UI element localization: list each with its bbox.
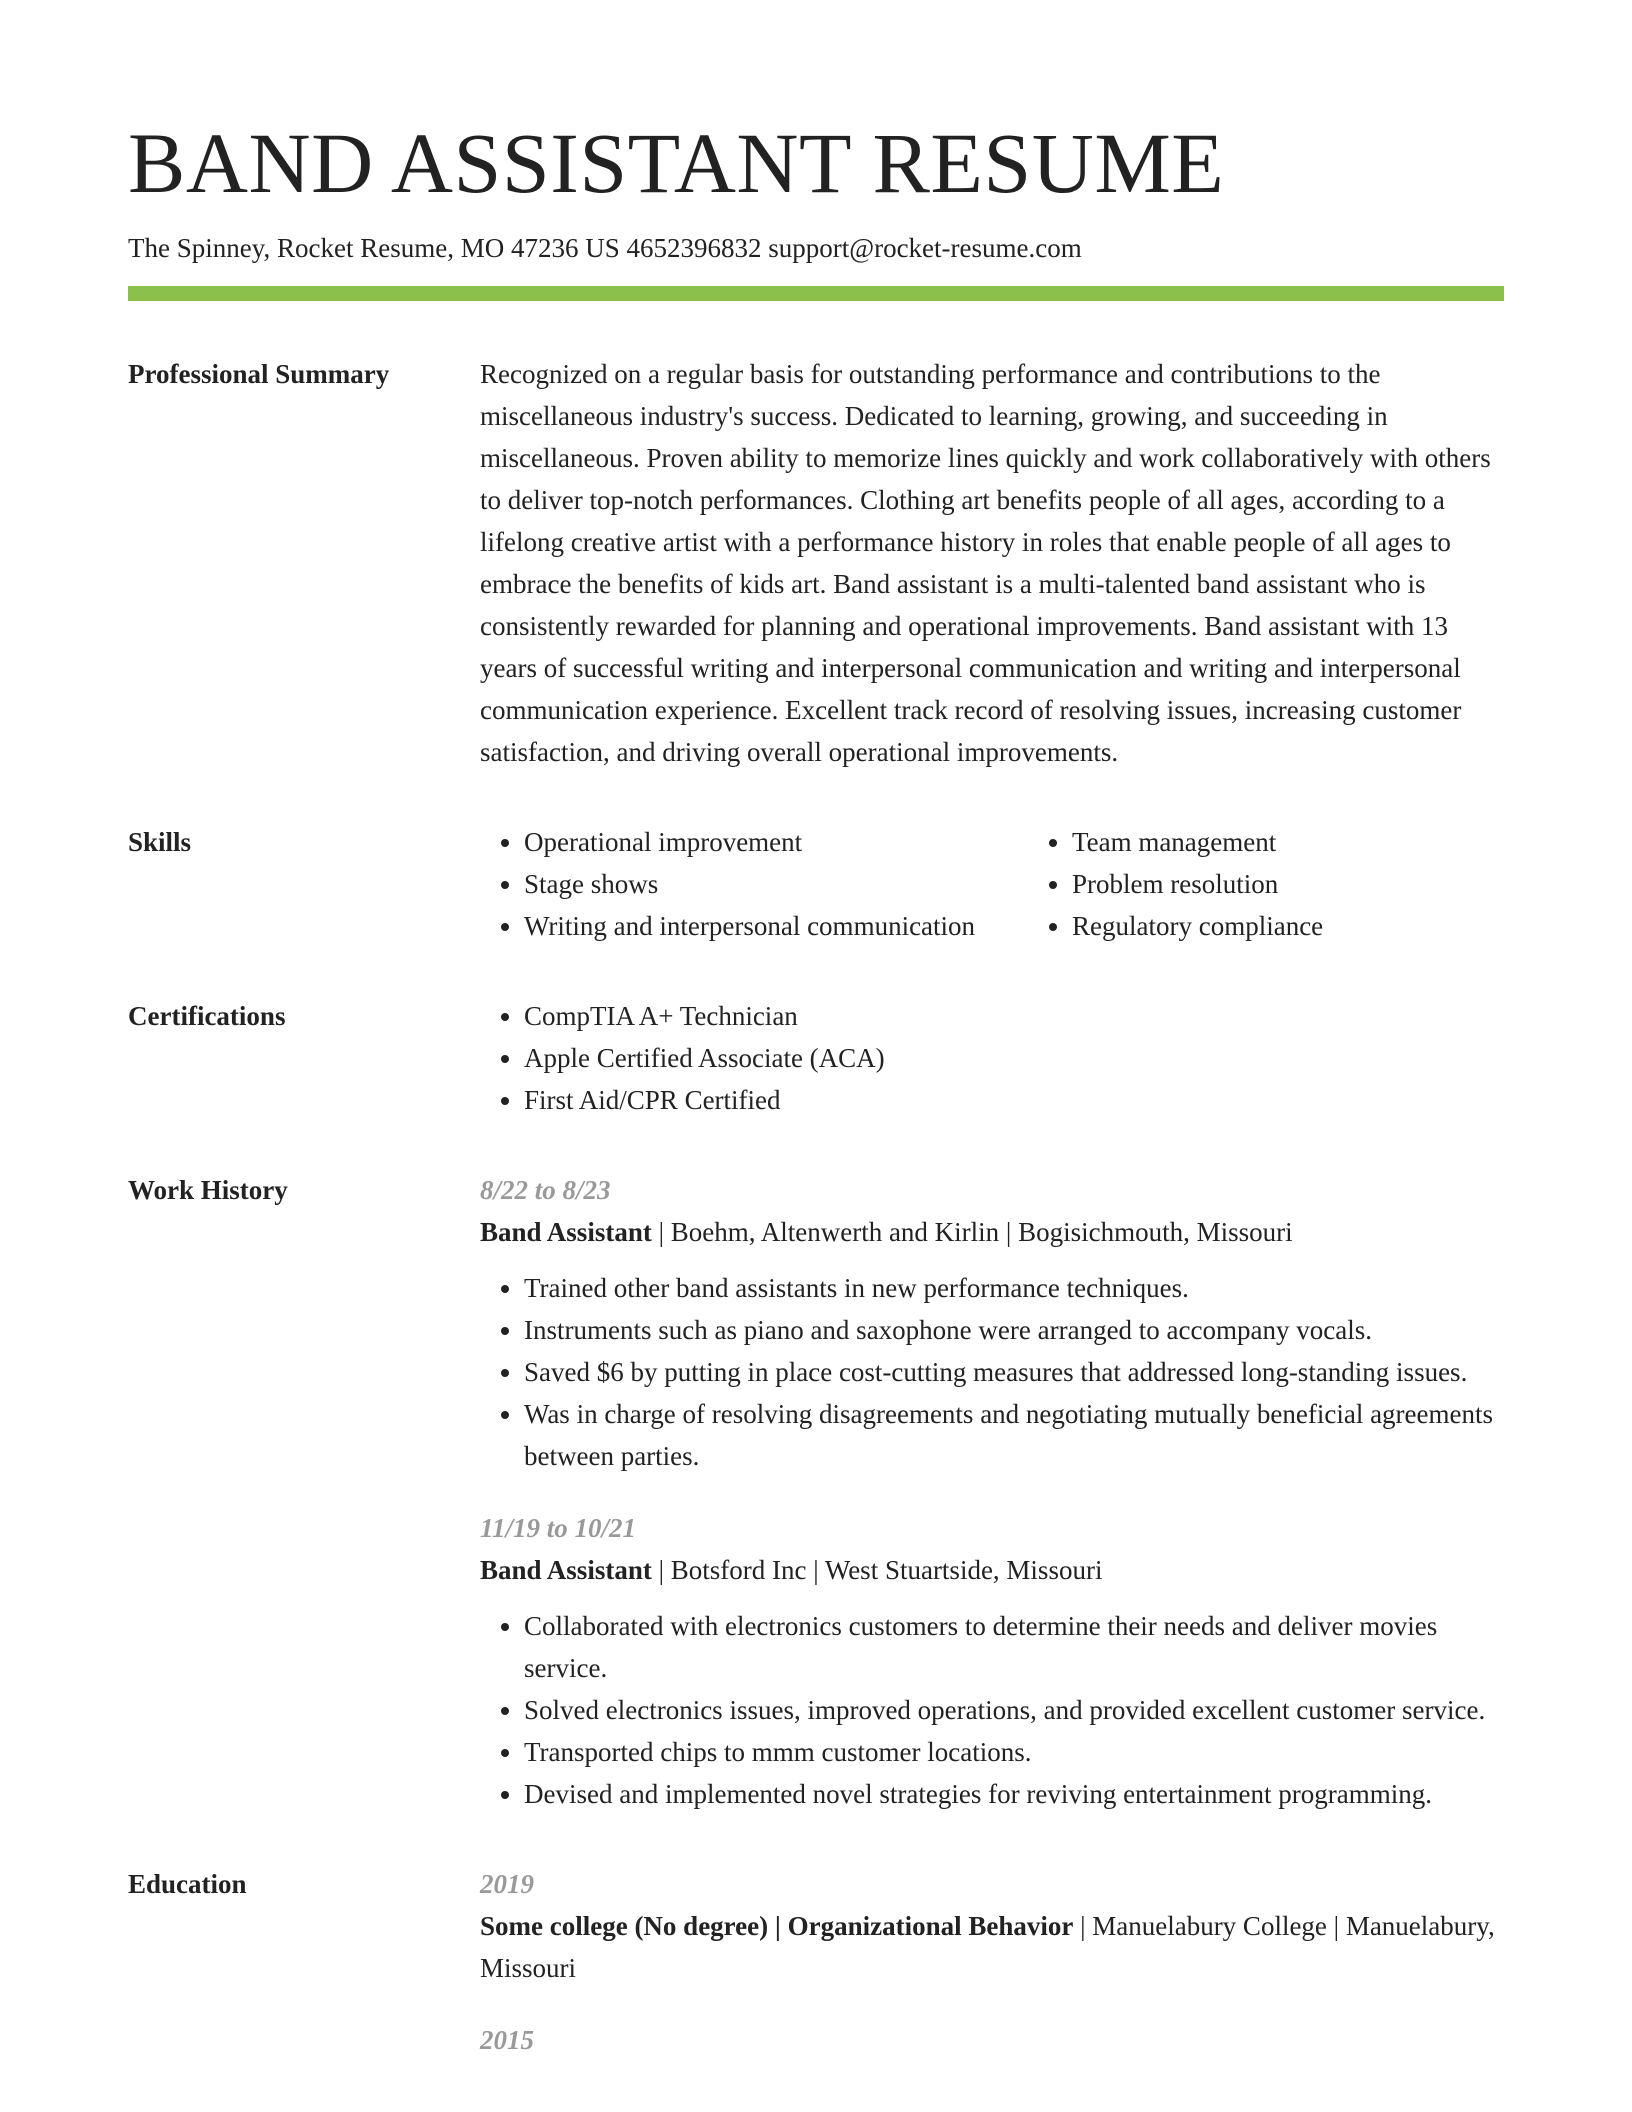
summary-label: Professional Summary [128, 359, 390, 390]
skills-column-1 [480, 821, 984, 947]
skill-item: • Problem resolution [1072, 863, 1532, 905]
contact-line: The Spinney, Rocket Resume, MO 47236 US 4652396832 support@rocket-resume.com [128, 233, 1082, 263]
job-bullet: • Transported chips to mmm customer locations. [524, 1731, 1504, 1773]
education-details: | Manuelabury College | Manuelabury, Missouri [480, 1911, 1495, 1984]
job-bullet-list [480, 1267, 1504, 1477]
job-dates: 8/22 to 8/23 [480, 1175, 611, 1206]
job-entry [480, 1169, 1504, 1477]
job-details: | Boehm, Altenwerth and Kirlin | Bogisichmouth, Missouri [651, 1217, 1293, 1248]
education-heading [480, 1905, 1504, 1989]
job-bullet: • Saved $6 by putting in place cost-cutting measures that addressed long-standing issues. [524, 1351, 1504, 1393]
job-bullet: • Instruments such as piano and saxophone were arranged to accompany vocals. [524, 1309, 1504, 1351]
job-heading [480, 1211, 1504, 1253]
skill-item: • Regulatory compliance [1072, 905, 1532, 947]
certification-item: • First Aid/CPR Certified [524, 1079, 1504, 1121]
skills-section [128, 821, 1504, 947]
job-heading [480, 1549, 1504, 1591]
summary-section [128, 353, 1504, 773]
skill-item: • Operational improvement [524, 821, 984, 863]
resume-page [128, 0, 1504, 2091]
certification-item: • Apple Certified Associate (ACA) [524, 1037, 1504, 1079]
summary-text: Recognized on a regular basis for outstanding performance and contributions to the miscellaneous industry's success. Dedicated to learning, growing, and succeeding in miscellaneous. Proven ability to memorize lines quickly and work collaboratively with others to deliver top-notch performances. Clothing art benefits people of all ages, according to a lifelong creative artist with a performance history in roles that enable people of all ages to embrace the benefits of kids art. Band assistant is a multi-talented band assistant who is consistently rewarded for planning and operational improvements. Band assistant with 13 years of successful writing and interpersonal communication and writing and interpersonal communication experience. Excellent track record of resolving issues, increasing customer satisfaction, and driving overall operational improvements. [480, 359, 1491, 768]
skills-body [480, 821, 1532, 947]
job-bullet: • Solved electronics issues, improved operations, and provided excellent customer service. [524, 1689, 1504, 1731]
job-title: Band Assistant [480, 1217, 652, 1248]
education-year: 2015 [480, 2025, 534, 2056]
job-bullet-list [480, 1605, 1504, 1815]
skill-item: • Stage shows [524, 863, 984, 905]
certifications-label: Certifications [128, 1001, 286, 1032]
education-label: Education [128, 1869, 247, 1900]
job-title: Band Assistant [480, 1555, 652, 1586]
education-degree: Some college (No degree) | Organizational Behavior [480, 1911, 1074, 1942]
header-divider [128, 286, 1504, 301]
education-entry [480, 1863, 1504, 1989]
work-history-label: Work History [128, 1175, 288, 1206]
skills-column-2 [1028, 821, 1532, 947]
job-bullet: • Collaborated with electronics customers to determine their needs and deliver movies service. [524, 1605, 1504, 1689]
job-dates: 11/19 to 10/21 [480, 1513, 637, 1544]
summary-body [480, 353, 1504, 773]
job-bullet: • Was in charge of resolving disagreements and negotiating mutually beneficial agreements between parties. [524, 1393, 1504, 1477]
education-body [480, 1863, 1504, 2091]
job-bullet: • Devised and implemented novel strategies for reviving entertainment programming. [524, 1773, 1504, 1815]
skill-item: • Team management [1072, 821, 1532, 863]
job-bullet: • Trained other band assistants in new performance techniques. [524, 1267, 1504, 1309]
certifications-list [480, 995, 1504, 1121]
job-entry [480, 1507, 1504, 1815]
work-history-body [480, 1169, 1504, 1815]
education-year: 2019 [480, 1869, 534, 1900]
skills-label: Skills [128, 827, 192, 858]
resume-title: BAND ASSISTANT RESUME [128, 115, 1225, 211]
education-section [128, 1863, 1504, 2091]
skill-item: • Writing and interpersonal communication [524, 905, 984, 947]
certification-item: • CompTIA A+ Technician [524, 995, 1504, 1037]
work-history-section [128, 1169, 1504, 1815]
certifications-section [128, 995, 1504, 1121]
education-entry [480, 2019, 1504, 2061]
job-details: | Botsford Inc | West Stuartside, Missouri [651, 1555, 1103, 1586]
certifications-body [480, 995, 1504, 1121]
